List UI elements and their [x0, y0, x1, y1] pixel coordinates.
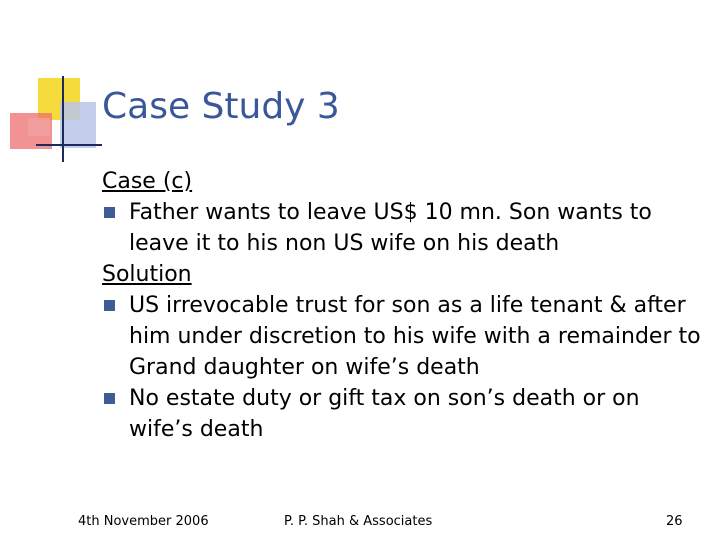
- slide-title: Case Study 3: [102, 86, 340, 127]
- footer-organization: P. P. Shah & Associates: [284, 514, 433, 529]
- bullet-item: [102, 290, 706, 383]
- blue-square-icon: [60, 102, 96, 148]
- bullet-text: Father wants to leave US$ 10 mn. Son wants to leave it to his non US wife on his death: [129, 200, 652, 256]
- square-bullet-icon: [104, 393, 115, 404]
- bullet-item: [102, 197, 706, 259]
- slide-body: [102, 166, 706, 445]
- bullet-text: US irrevocable trust for son as a life tenant & after him under discretion to his wife with a remainder to Grand daughter on wife’s death: [129, 293, 701, 380]
- section-heading-case: Case (c): [102, 169, 193, 194]
- section-heading-solution: Solution: [102, 262, 192, 287]
- bullet-item: [102, 383, 706, 445]
- horizontal-rule: [36, 144, 102, 146]
- page-number: 26: [666, 514, 683, 529]
- bullet-text: No estate duty or gift tax on son’s death or on wife’s death: [129, 386, 640, 442]
- square-bullet-icon: [104, 207, 115, 218]
- square-bullet-icon: [104, 300, 115, 311]
- footer-date: 4th November 2006: [78, 514, 209, 529]
- vertical-rule: [62, 76, 64, 162]
- pink-square-icon: [28, 118, 50, 136]
